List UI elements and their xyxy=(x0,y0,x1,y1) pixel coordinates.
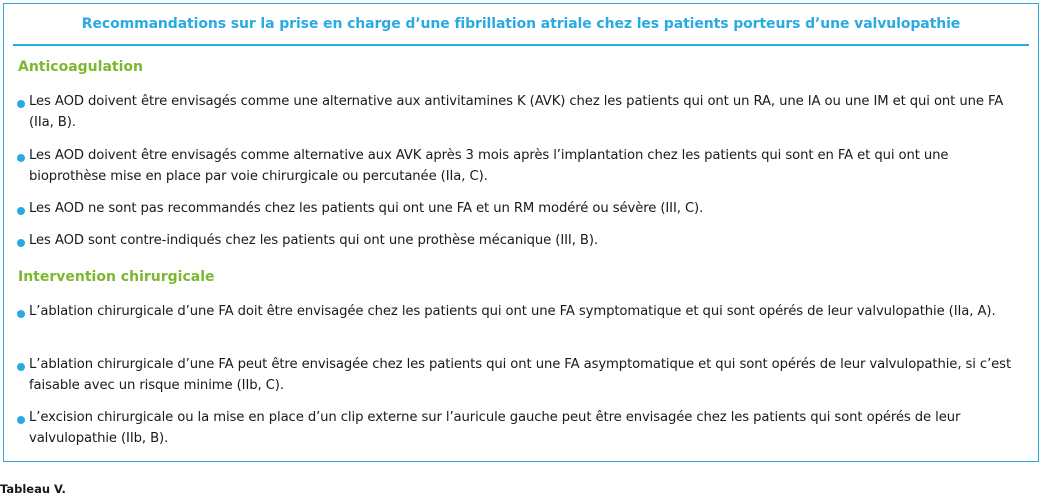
list-item xyxy=(17,354,1026,396)
bullet-icon xyxy=(17,154,25,162)
section-heading-anticoagulation: Anticoagulation xyxy=(18,59,143,75)
list-item xyxy=(17,198,1026,219)
list-item xyxy=(17,407,1026,449)
list-item-text: L’ablation chirurgicale d’une FA peut être envisagée chez les patients qui ont une FA asymptomatique et qui sont opérés de leur valvulopathie, si c’est faisable avec un risque minime (IIb, C). xyxy=(29,357,1012,393)
section-heading-intervention: Intervention chirurgicale xyxy=(18,269,215,285)
list-item xyxy=(17,230,1026,251)
bullet-icon xyxy=(17,100,25,108)
table-caption: Tableau V. xyxy=(0,482,66,496)
bullet-icon xyxy=(17,207,25,215)
list-item-text: Les AOD doivent être envisagés comme une alternative aux antivitamines K (AVK) chez les patients qui ont un RA, une IA ou une IM et qui ont une FA (IIa, B). xyxy=(29,94,1004,130)
recommendations-table xyxy=(3,3,1039,462)
bullet-icon xyxy=(17,416,25,424)
bullet-icon xyxy=(17,239,25,247)
list-item xyxy=(17,301,1026,322)
bullet-icon xyxy=(17,363,25,371)
list-item-text: Les AOD doivent être envisagés comme alternative aux AVK après 3 mois après l’implantation chez les patients qui sont en FA et qui ont une bioprothèse mise en place par voie chirurgicale ou percutanée (IIa, C). xyxy=(29,148,949,184)
list-item xyxy=(17,145,1026,187)
table-title: Recommandations sur la prise en charge d’une fibrillation atriale chez les patients porteurs d’une valvulopathie xyxy=(81,16,961,32)
list-item-text: L’excision chirurgicale ou la mise en place d’un clip externe sur l’auricule gauche peut être envisagée chez les patients qui sont opérés de leur valvulopathie (IIb, B). xyxy=(29,410,961,446)
bullet-icon xyxy=(17,310,25,318)
title-divider xyxy=(13,44,1029,46)
list-item-text: L’ablation chirurgicale d’une FA doit être envisagée chez les patients qui ont une FA symptomatique et qui sont opérés de leur valvulopathie (IIa, A). xyxy=(29,304,996,319)
list-item-text: Les AOD sont contre-indiqués chez les patients qui ont une prothèse mécanique (III, B). xyxy=(29,233,598,248)
list-item-text: Les AOD ne sont pas recommandés chez les patients qui ont une FA et un RM modéré ou sévère (III, C). xyxy=(29,201,704,216)
list-item xyxy=(17,91,1026,133)
